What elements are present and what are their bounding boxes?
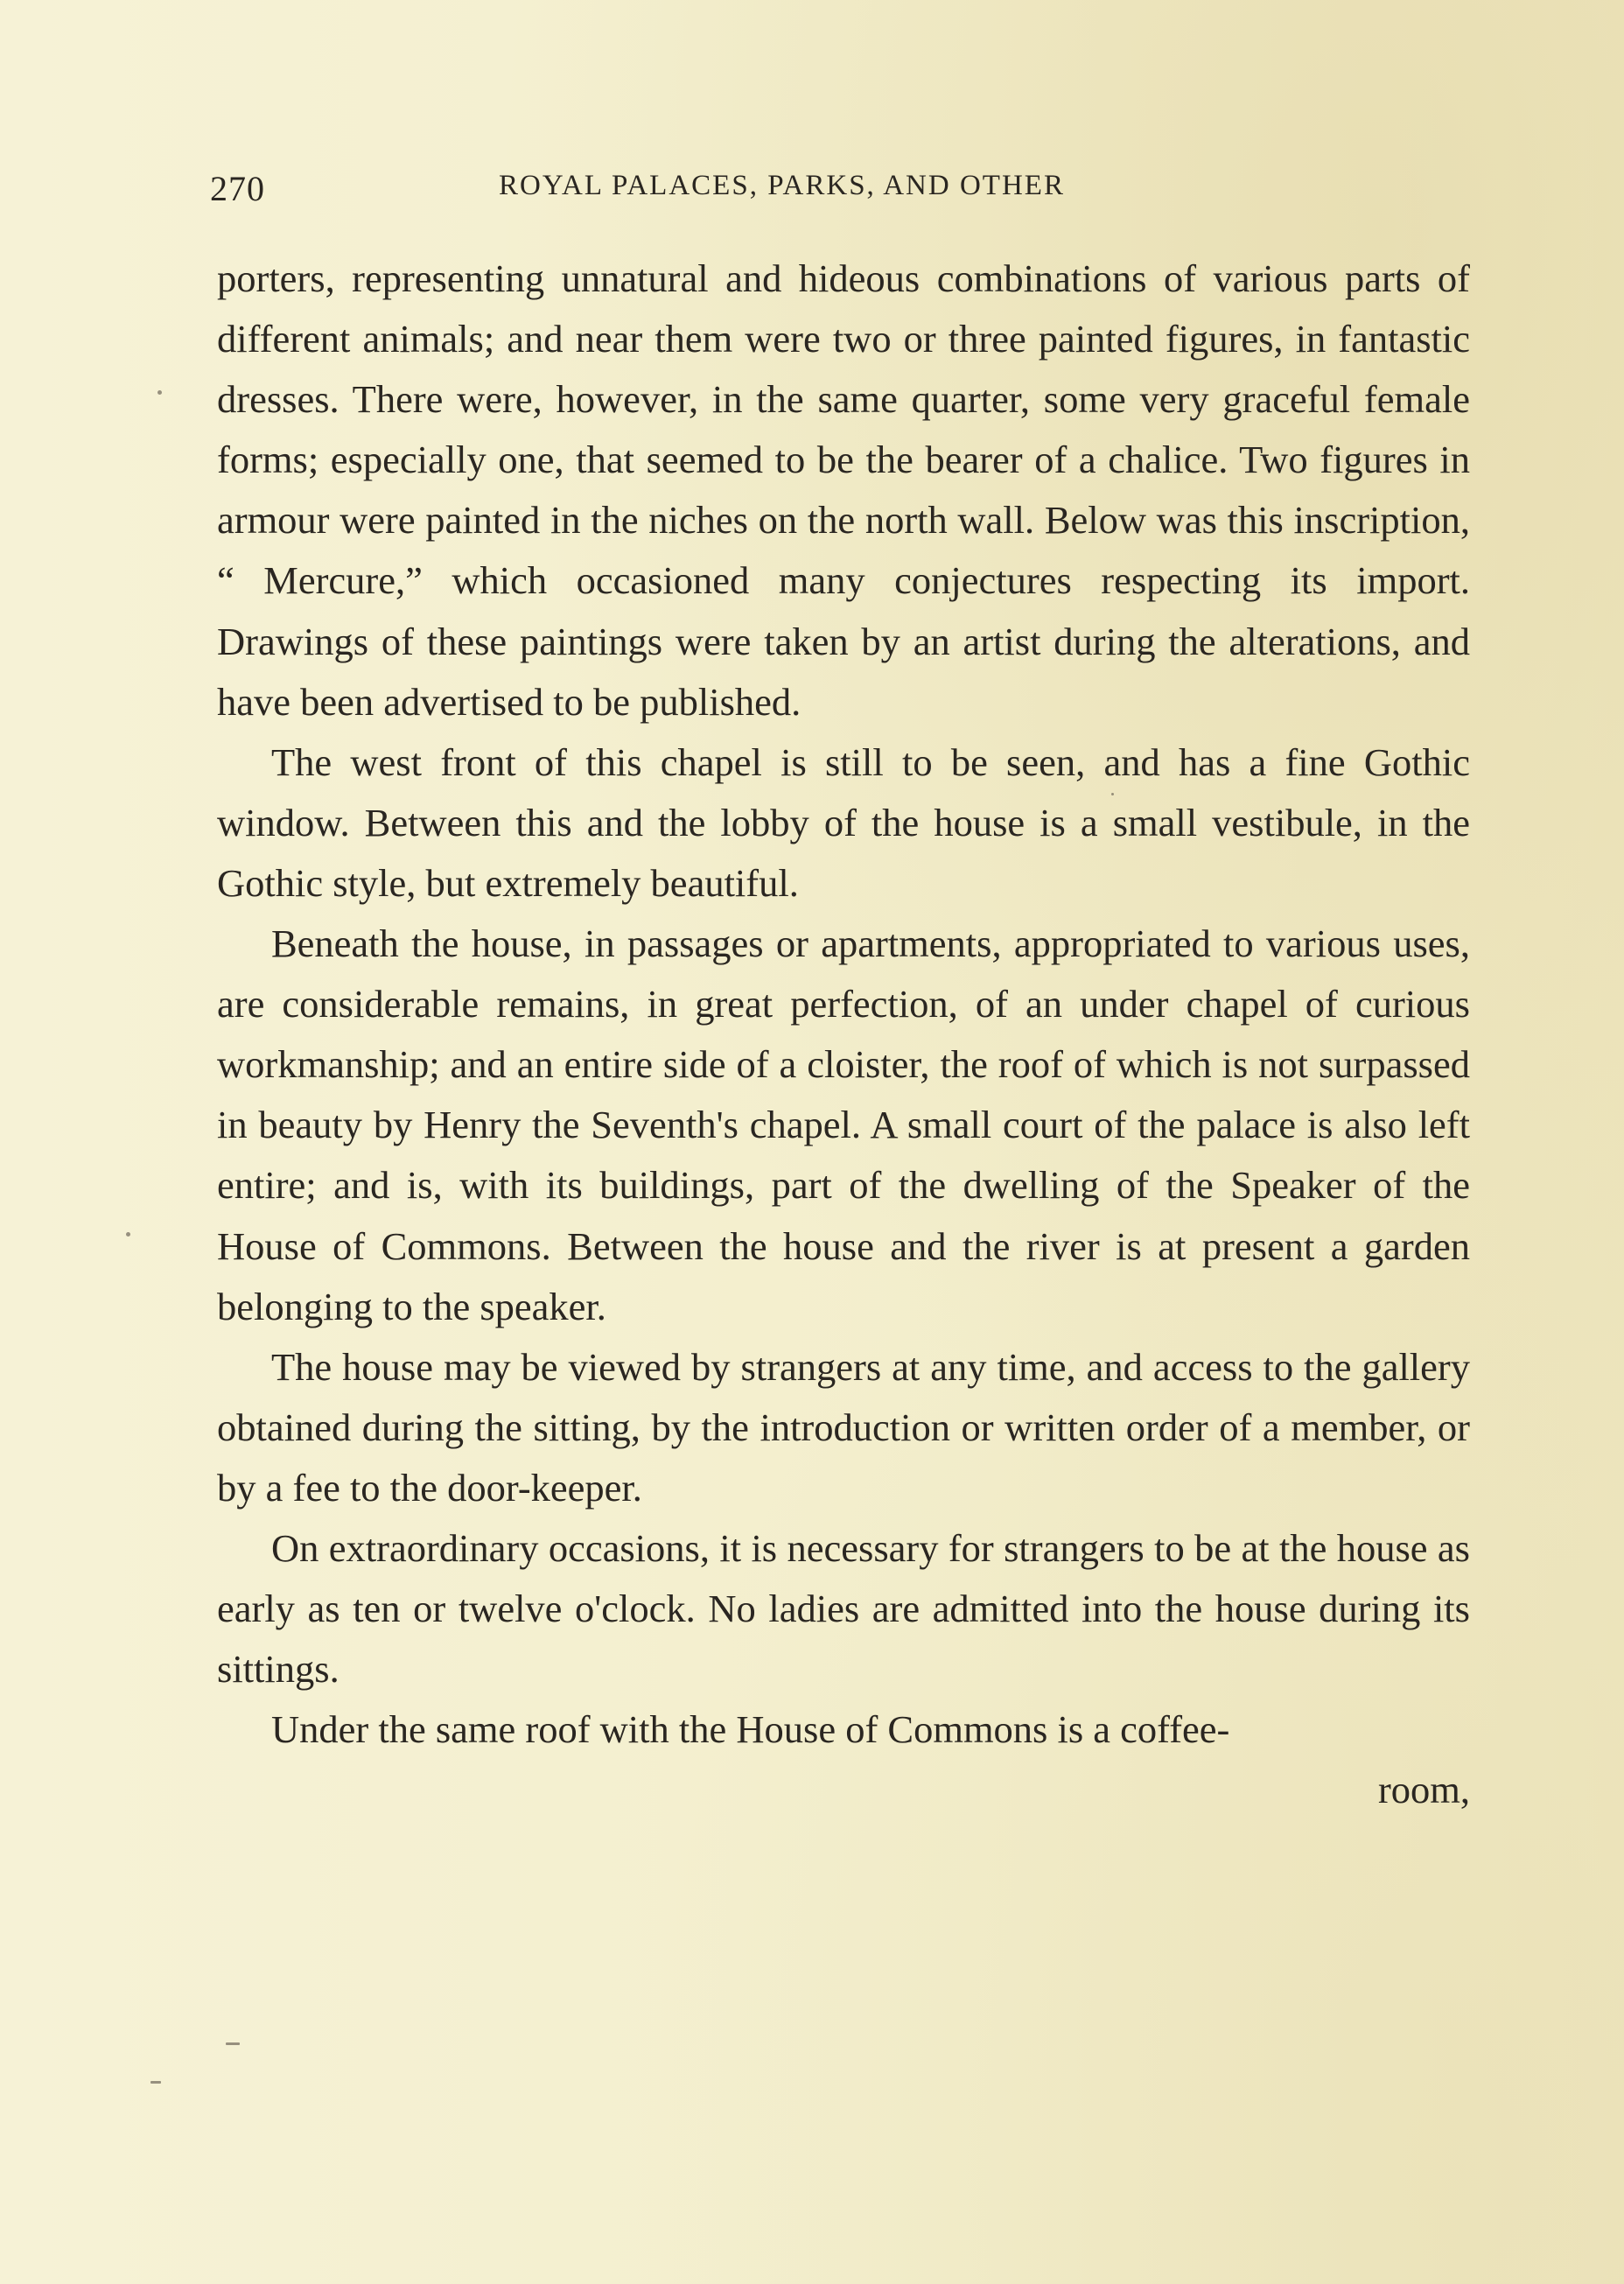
paper-speck [126, 1232, 130, 1237]
paragraph-3: Beneath the house, in passages or apartments, appropriated to various uses, are considerable remains, in great perfection, of an under chapel of curious workmanship; and an entire side of a cloister, the roof of which is not surpassed in beauty by Henry the Seventh's chapel. A small court of the palace is also left entire; and is, with its buildings, part of the dwelling of the Speaker of the House of Commons. Between the house and the river is at present a garden belonging to the speaker. [217, 921, 1470, 1328]
paragraph-4: The house may be viewed by strangers at any time, and access to the gallery obtained during the sitting, by the introduction or written order of a member, or by a fee to the door-keeper. [217, 1344, 1470, 1510]
page-number: 270 [210, 169, 265, 208]
paragraph-5: On extraordinary occasions, it is necessary for strangers to be at the house as early as ten or twelve o'clock. No ladies are admitted into the house during its sittings. [217, 1525, 1470, 1692]
body-text [217, 249, 1470, 1820]
catchword: room, [1377, 1768, 1470, 1812]
running-title: ROYAL PALACES, PARKS, AND OTHER [499, 170, 1065, 201]
paper-speck [150, 2081, 161, 2084]
paragraph-6: Under the same roof with the House of Commons is a coffee- [271, 1707, 1230, 1752]
paragraph-1: porters, representing unnatural and hideous combinations of various parts of different animals; and near them were two or three painted figures, in fantastic dresses. There were, however, in the same quarter, some very graceful female forms; especially one, that seemed to be the bearer of a chalice. Two figures in armour were painted in the niches on the north wall. Below was this inscription, “ Mercure,” which occasioned many conjectures respecting its import. Drawings of these paintings were taken by an artist during the alterations, and have been advertised to be published. [217, 256, 1470, 724]
running-head [210, 168, 1470, 221]
paper-speck [226, 2042, 240, 2045]
paper-speck [158, 390, 162, 395]
paper-speck [1111, 793, 1114, 795]
paragraph-2: The west front of this chapel is still to be seen, and has a fine Gothic window. Between this and the lobby of the house is a small vestibule, in the Gothic style, but extremely beautiful. [217, 739, 1470, 905]
